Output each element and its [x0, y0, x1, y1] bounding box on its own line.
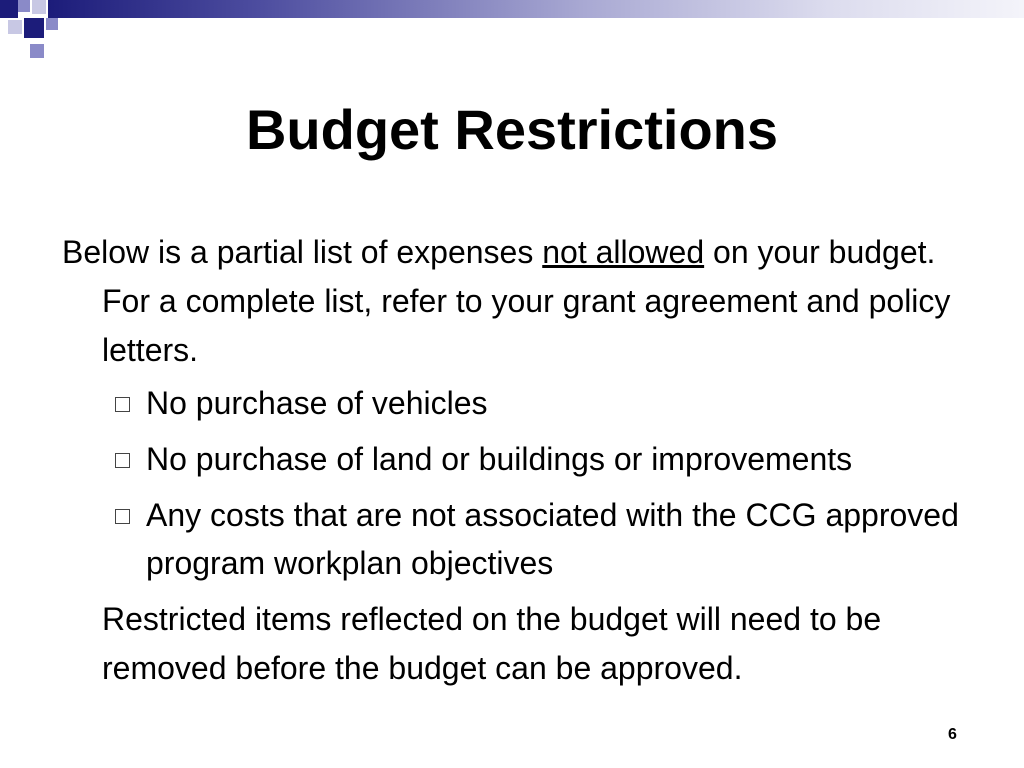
square-bullet-icon: [115, 397, 130, 412]
deco-square: [8, 20, 22, 34]
intro-text-after: on your budget. For a complete list, refer to your grant agreement and policy letters.: [102, 234, 951, 368]
list-item: [62, 379, 962, 427]
list-item-text: No purchase of land or buildings or improvements: [146, 441, 853, 477]
slide-body: [62, 228, 962, 693]
square-bullet-icon: [115, 509, 130, 524]
slide-title: Budget Restrictions: [245, 98, 779, 161]
header-gradient-band: [48, 0, 1024, 18]
list-item-text: No purchase of vehicles: [146, 385, 488, 421]
list-item: [62, 491, 962, 587]
deco-square: [0, 0, 18, 18]
deco-square: [32, 0, 46, 14]
list-item-text: Any costs that are not associated with the CCG approved program workplan objectives: [146, 497, 959, 581]
restriction-list: [62, 379, 962, 587]
intro-paragraph: [62, 228, 962, 375]
intro-emphasis: not allowed: [542, 234, 705, 270]
square-bullet-icon: [115, 453, 130, 468]
list-item: [62, 435, 962, 483]
deco-square: [24, 18, 44, 38]
deco-square: [30, 44, 44, 58]
header-decoration: [0, 0, 1024, 64]
intro-text-before: Below is a partial list of expenses: [62, 234, 543, 270]
note-paragraph: Restricted items reflected on the budget will need to be removed before the budget can be approved.: [102, 601, 882, 686]
deco-square: [46, 18, 58, 30]
page-number: 6: [948, 726, 957, 743]
deco-square: [18, 0, 30, 12]
